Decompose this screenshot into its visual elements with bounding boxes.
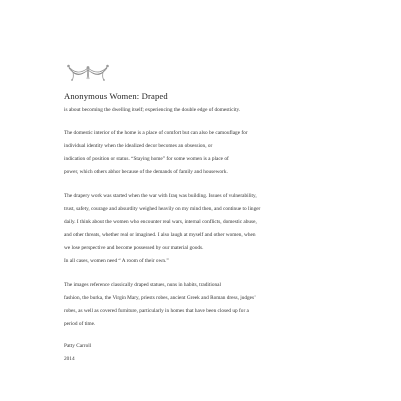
paragraph-line: we lose perspective and become possessed by our material goods. <box>64 245 204 251</box>
curtain-swag-icon <box>66 63 110 81</box>
paragraph-line: individual identity when the idealized decor becomes an obsession, or <box>64 143 213 149</box>
paragraph-line: and other threats, whether real or imagined. I also laugh at myself and other women, when <box>64 232 256 238</box>
paragraph-line: The drapery work was started when the war with Iraq was building. Issues of vulnerability, <box>64 193 257 199</box>
paragraph-line: power, which others abhor because of the demands of family and housework. <box>64 169 228 175</box>
document-title: Anonymous Women: Draped <box>64 91 168 101</box>
subtitle-line: is about becoming the dwelling itself; experiencing the double edge of domesticity. <box>64 107 241 113</box>
paragraph-line: The domestic interior of the home is a place of comfort but can also be camouflage for <box>64 130 248 136</box>
paragraph-line: robes, as well as covered furniture, particularly in homes that have been closed up for a <box>64 308 249 314</box>
paragraph-line: daily. I think about the women who encounter real wars, internal conflicts, domestic abuse, <box>64 219 257 225</box>
paragraph-line: In all cases, women need “ A room of their own.” <box>64 258 169 264</box>
signature-year: 2014 <box>64 356 75 362</box>
paragraph-line: indication of position or status. “Staying home” for some women is a place of <box>64 156 229 162</box>
author-name: Patty Carroll <box>64 343 92 349</box>
paragraph-line: trust, safety, courage and absurdity weighed heavily on my mind then, and continue to linger <box>64 206 261 212</box>
paragraph-line: The images reference classically draped statues, nuns in habits, traditional <box>64 282 221 288</box>
paragraph-line: fashion, the burka, the Virgin Mary, priests robes, ancient Greek and Roman dress, judges’ <box>64 295 256 301</box>
paragraph-line: period of time. <box>64 321 96 327</box>
